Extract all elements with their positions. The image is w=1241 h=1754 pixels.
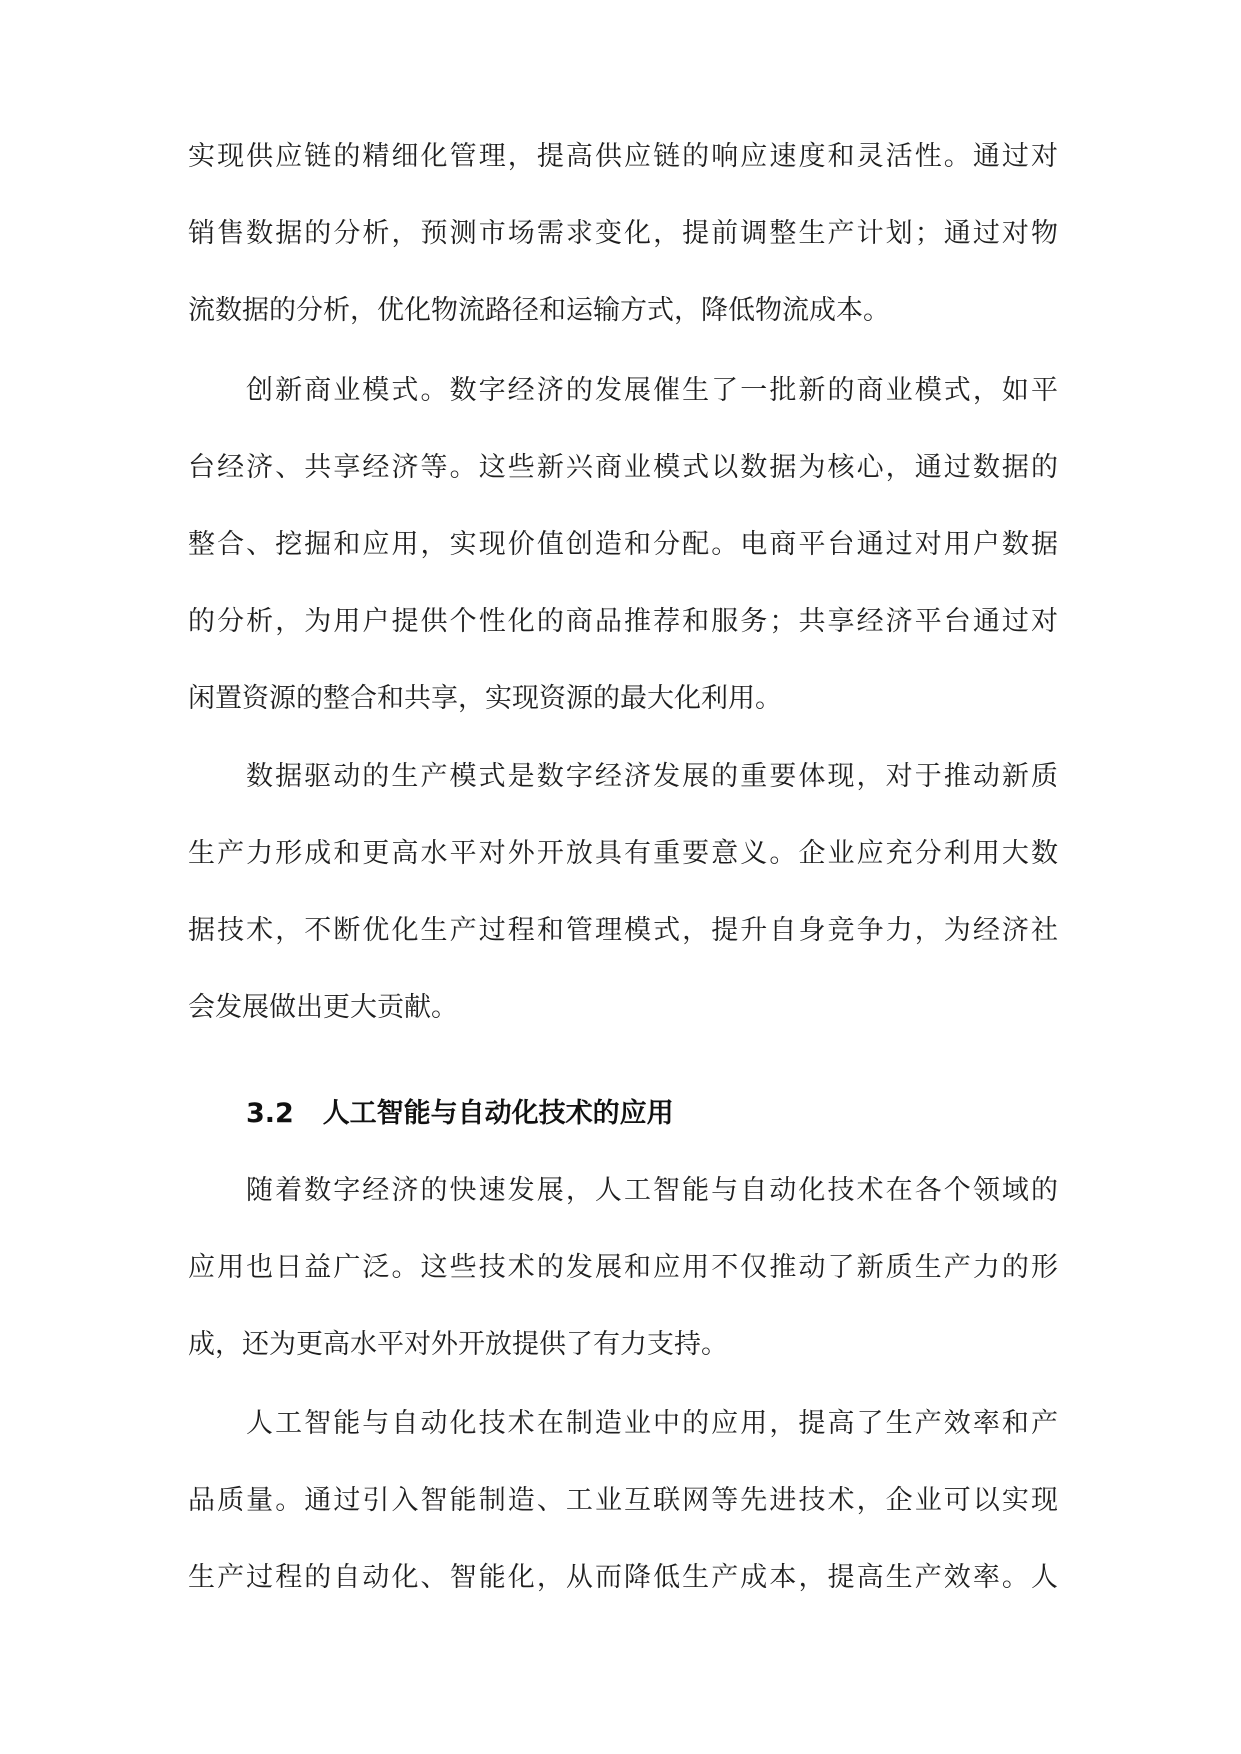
paragraph-line: 数据驱动的生产模式是数字经济发展的重要体现，对于推动新质 bbox=[246, 761, 1058, 792]
section-title: 人工智能与自动化技术的应用 bbox=[322, 1098, 674, 1129]
paragraph-line: 生产过程的自动化、智能化，从而降低生产成本，提高生产效率。人 bbox=[188, 1562, 1058, 1593]
paragraph-line: 品质量。通过引入智能制造、工业互联网等先进技术，企业可以实现 bbox=[188, 1485, 1058, 1516]
paragraph-line: 创新商业模式。数字经济的发展催生了一批新的商业模式，如平 bbox=[246, 375, 1058, 406]
paragraph-line: 生产力形成和更高水平对外开放具有重要意义。企业应充分利用大数 bbox=[188, 838, 1058, 869]
section-number: 3.2 bbox=[246, 1098, 294, 1129]
paragraph-line: 会发展做出更大贡献。 bbox=[188, 992, 458, 1023]
paragraph-line: 人工智能与自动化技术在制造业中的应用，提高了生产效率和产 bbox=[246, 1408, 1058, 1439]
paragraph-line: 成，还为更高水平对外开放提供了有力支持。 bbox=[188, 1329, 728, 1360]
paragraph-line: 据技术，不断优化生产过程和管理模式，提升自身竞争力，为经济社 bbox=[188, 915, 1058, 946]
paragraph-line: 整合、挖掘和应用，实现价值创造和分配。电商平台通过对用户数据 bbox=[188, 529, 1058, 560]
paragraph-line: 随着数字经济的快速发展，人工智能与自动化技术在各个领域的 bbox=[246, 1175, 1058, 1206]
paragraph-line: 闲置资源的整合和共享，实现资源的最大化利用。 bbox=[188, 683, 782, 714]
paragraph-line: 实现供应链的精细化管理，提高供应链的响应速度和灵活性。通过对 bbox=[188, 141, 1058, 172]
section-heading bbox=[246, 1090, 674, 1138]
paragraph-line: 台经济、共享经济等。这些新兴商业模式以数据为核心，通过数据的 bbox=[188, 452, 1058, 483]
paragraph-line: 应用也日益广泛。这些技术的发展和应用不仅推动了新质生产力的形 bbox=[188, 1252, 1058, 1283]
paragraph-line: 流数据的分析，优化物流路径和运输方式，降低物流成本。 bbox=[188, 295, 890, 326]
paragraph-line: 的分析，为用户提供个性化的商品推荐和服务；共享经济平台通过对 bbox=[188, 606, 1058, 637]
paragraph-line: 销售数据的分析，预测市场需求变化，提前调整生产计划；通过对物 bbox=[188, 218, 1058, 249]
